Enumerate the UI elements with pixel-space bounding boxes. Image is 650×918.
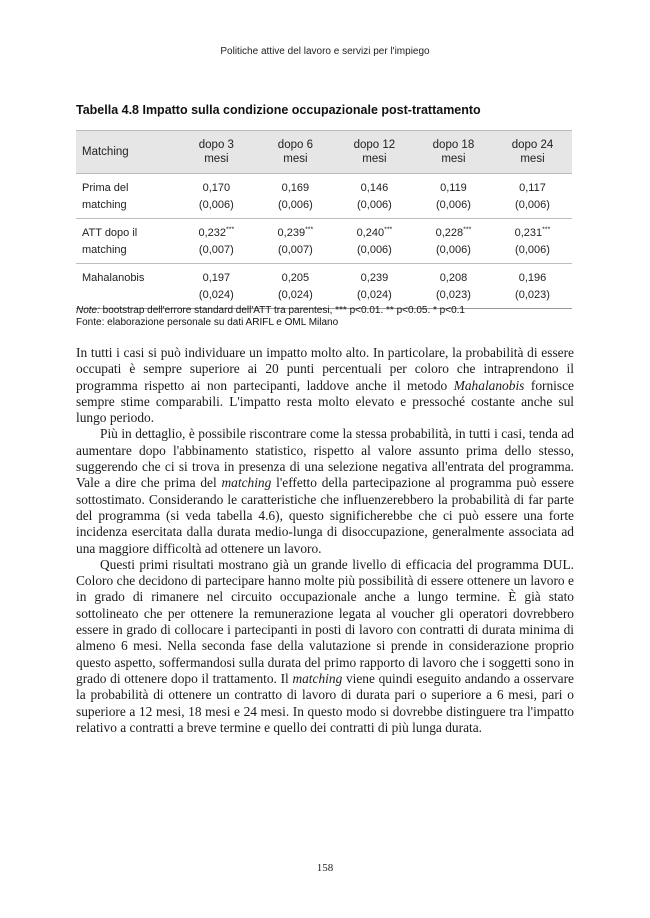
estimate-value bbox=[414, 270, 493, 287]
estimate-value bbox=[493, 180, 572, 197]
estimate-number: 0,239 bbox=[277, 227, 306, 239]
paragraph bbox=[76, 345, 574, 426]
emphasis: Mahalanobis bbox=[453, 377, 525, 393]
significance-stars: *** bbox=[463, 226, 472, 234]
table-note bbox=[76, 305, 576, 317]
estimate-value bbox=[256, 270, 335, 287]
significance-stars: *** bbox=[384, 226, 393, 234]
table-cell bbox=[493, 270, 572, 304]
paragraph bbox=[76, 557, 574, 736]
standard-error: (0,006) bbox=[515, 244, 550, 256]
estimate-number: 0,228 bbox=[435, 227, 464, 239]
column-header-line: dopo 24 bbox=[511, 139, 554, 151]
table-cell bbox=[335, 225, 414, 259]
table-cell bbox=[493, 180, 572, 214]
results-table bbox=[76, 130, 572, 309]
column-header-18-months bbox=[414, 138, 493, 166]
row-label-line: Mahalanobis bbox=[82, 272, 145, 284]
note-text: bootstrap dell'errore standard dell'ATT tra parentesi, *** p<0.01. ** p<0.05. * p<0.1 bbox=[99, 305, 465, 316]
standard-error: (0,006) bbox=[277, 199, 313, 211]
note-label: Note: bbox=[76, 305, 100, 316]
paragraph-text: Questi primi risultati mostrano già un grande livello di efficacia del programma DUL. Coloro che decidono di partecipare hanno molte più possibilità di essere ottenere un lavoro e in grado di rimanere nel circuito occupazionale anche a lungo termine. È già stato sottolineato che per ottenere la remunerazione legata al voucher gli operatori dovrebbero essere in grado di collocare i partecipanti in posti di lavoro con contratti di durata minima di almeno 6 mesi. Nella seconda fase della valutazione si prende in considerazione proprio questo aspetto, soffermandosi sulla durata del primo rapporto di lavoro che i soggetti sono in grado di ottenere dopo il trattamento. Il bbox=[76, 556, 574, 686]
estimate-value bbox=[177, 225, 256, 242]
row-label bbox=[76, 180, 177, 214]
table-row bbox=[76, 219, 572, 264]
table-title: Tabella 4.8 Impatto sulla condizione occupazionale post-trattamento bbox=[76, 103, 481, 117]
row-label-line: matching bbox=[82, 199, 127, 211]
column-header-line: mesi bbox=[362, 153, 387, 165]
estimate-number: 0,170 bbox=[202, 182, 231, 194]
estimate-value bbox=[414, 225, 493, 242]
standard-error: (0,023) bbox=[515, 289, 550, 301]
standard-error: (0,023) bbox=[436, 289, 471, 301]
emphasis: matching bbox=[221, 475, 272, 491]
table-cell bbox=[335, 270, 414, 304]
estimate-number: 0,232 bbox=[198, 227, 227, 239]
estimate-value bbox=[256, 225, 335, 242]
table-cell bbox=[256, 270, 335, 304]
estimate-number: 0,239 bbox=[360, 272, 389, 284]
row-label bbox=[76, 270, 177, 304]
estimate-number: 0,169 bbox=[281, 182, 310, 194]
paragraph-text: Più in dettaglio, è possibile riscontrare come la stessa probabilità, in tutti i casi, tenda ad aumentare dopo l'abbinamento statistico, rispetto al valore assunto prima dello stesso, suggerendo che ci si trova in presenza di una selezione negativa all'entrata del programma. Vale a dire che prima del bbox=[76, 426, 574, 491]
row-label-line: Prima del bbox=[82, 182, 129, 194]
column-header-line: mesi bbox=[283, 153, 308, 165]
table-cell bbox=[493, 225, 572, 259]
column-header-6-months bbox=[256, 138, 335, 166]
table-row bbox=[76, 174, 572, 219]
standard-error: (0,007) bbox=[277, 244, 313, 256]
estimate-number: 0,205 bbox=[281, 272, 310, 284]
running-header: Politiche attive del lavoro e servizi per l'impiego bbox=[220, 46, 430, 57]
estimate-number: 0,146 bbox=[360, 182, 389, 194]
table-cell bbox=[335, 180, 414, 214]
estimate-number: 0,119 bbox=[440, 182, 467, 194]
table-cell bbox=[256, 180, 335, 214]
significance-stars: *** bbox=[226, 226, 235, 234]
column-header-12-months bbox=[335, 138, 414, 166]
estimate-value bbox=[414, 180, 493, 197]
table-cell bbox=[177, 180, 256, 214]
column-header-matching bbox=[76, 145, 177, 159]
table-notes bbox=[76, 305, 576, 329]
table-cell bbox=[414, 225, 493, 259]
table-source: Fonte: elaborazione personale su dati ARIFL e OML Milano bbox=[76, 317, 339, 328]
significance-stars: *** bbox=[542, 226, 551, 234]
column-header-line: dopo 6 bbox=[277, 139, 313, 151]
standard-error: (0,006) bbox=[198, 199, 234, 211]
table-cell bbox=[177, 270, 256, 304]
estimate-number: 0,240 bbox=[356, 227, 385, 239]
estimate-value bbox=[177, 270, 256, 287]
estimate-number: 0,208 bbox=[439, 272, 468, 284]
standard-error: (0,024) bbox=[356, 289, 392, 301]
estimate-number: 0,197 bbox=[202, 272, 231, 284]
paragraph-text: viene quindi eseguito andando a osservare la probabilità di ottenere un contratto di lavoro di durata pari o superiore a 6 mesi, pari o superiore a 12 mesi, 18 mesi e 24 mesi. In questo modo si dovrebbe distinguere tra l'impatto relativo a contratti a breve termine e quello dei contratti di più lunga durata. bbox=[76, 670, 574, 735]
table-cell bbox=[414, 180, 493, 214]
column-header-line: Matching bbox=[82, 146, 129, 158]
standard-error: (0,024) bbox=[277, 289, 313, 301]
paragraph-text: l'effetto della partecipazione al programma può essere sottostimato. Considerando le caratteristiche che influenzerebbero la probabilità di far parte del programma (si veda tabella 4.6), questo significherebbe che ci può essere una forte incidenza esercitata dalla durata medio-lunga di disoccupazione, generalmente associata ad una maggiore difficoltà ad ottenere un lavoro. bbox=[76, 475, 574, 556]
column-header-line: mesi bbox=[520, 153, 545, 165]
column-header-line: mesi bbox=[441, 153, 466, 165]
table-cell bbox=[256, 225, 335, 259]
significance-stars: *** bbox=[305, 226, 314, 234]
standard-error: (0,024) bbox=[198, 289, 234, 301]
column-header-line: dopo 3 bbox=[198, 139, 234, 151]
standard-error: (0,006) bbox=[436, 199, 471, 211]
column-header-24-months bbox=[493, 138, 572, 166]
paragraph bbox=[76, 426, 574, 556]
emphasis: matching bbox=[292, 670, 343, 686]
estimate-value bbox=[335, 270, 414, 287]
estimate-value bbox=[256, 180, 335, 197]
paragraph-text: In tutti i casi si può individuare un impatto molto alto. In particolare, la probabilità di essere occupati è sempre superiore ai 20 punti percentuali per coloro che intraprendono il programma rispetto ai non partecipanti, laddove anche il metodo bbox=[76, 345, 574, 393]
standard-error: (0,006) bbox=[436, 244, 471, 256]
body-text bbox=[76, 345, 574, 736]
column-header-line: mesi bbox=[204, 153, 229, 165]
estimate-value bbox=[335, 225, 414, 242]
table-header-row bbox=[76, 130, 572, 174]
page-number: 158 bbox=[316, 862, 334, 874]
row-label-line: matching bbox=[82, 244, 127, 256]
column-header-line: dopo 12 bbox=[353, 139, 396, 151]
estimate-value bbox=[493, 225, 572, 242]
estimate-value bbox=[335, 180, 414, 197]
estimate-value bbox=[177, 180, 256, 197]
estimate-value bbox=[493, 270, 572, 287]
column-header-line: dopo 18 bbox=[432, 139, 475, 151]
standard-error: (0,006) bbox=[356, 199, 392, 211]
standard-error: (0,007) bbox=[198, 244, 234, 256]
estimate-number: 0,117 bbox=[519, 182, 546, 194]
table-row bbox=[76, 264, 572, 309]
table-cell bbox=[177, 225, 256, 259]
standard-error: (0,006) bbox=[356, 244, 392, 256]
estimate-number: 0,231 bbox=[514, 227, 543, 239]
paragraph-text: fornisce sempre stime comparabili. L'impatto resta molto elevato e pressoché costante anche sul lungo periodo. bbox=[76, 377, 574, 426]
standard-error: (0,006) bbox=[515, 199, 550, 211]
table-cell bbox=[414, 270, 493, 304]
estimate-number: 0,196 bbox=[518, 272, 547, 284]
row-label bbox=[76, 225, 177, 259]
row-label-line: ATT dopo il bbox=[82, 227, 138, 239]
column-header-3-months bbox=[177, 138, 256, 166]
